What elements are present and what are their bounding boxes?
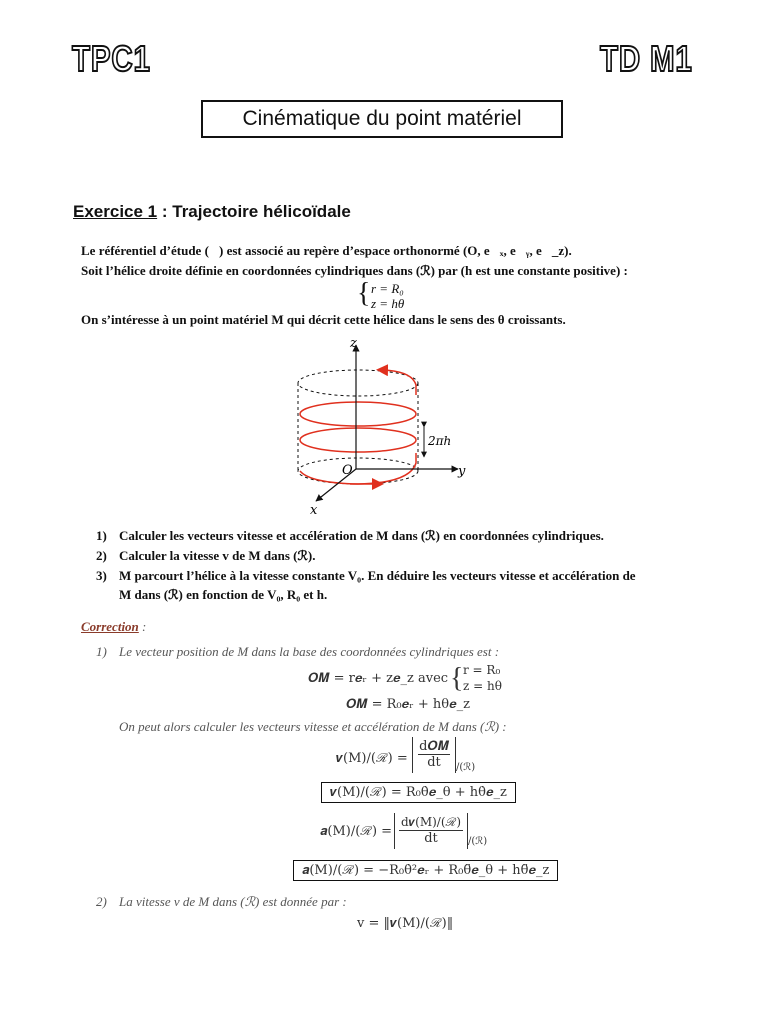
eq-v-bracket — [412, 737, 456, 773]
eq-v-num: d𝑶𝑴 — [419, 739, 449, 754]
exercise-label: Exercice 1 — [73, 202, 158, 221]
header-left: TPC1 — [72, 38, 151, 79]
pitch-label: 2πh — [428, 434, 452, 448]
eq-om-sys-1: r = R₀ — [463, 663, 501, 677]
intro-line-3: On s’intéresse à un point matériel M qui décrit cette hélice dans le sens des θ croissants. — [81, 312, 566, 327]
system-eq-2: z = hθ — [371, 296, 405, 311]
correction-heading — [81, 618, 146, 636]
eq-v-den: dt — [427, 755, 441, 770]
z-label: z — [350, 336, 357, 351]
corr-1-text-2: On peut alors calculer les vecteurs vitesse et accélération de M dans (ℛ) : — [119, 719, 507, 734]
question-1-text: Calculer les vecteurs vitesse et accélération de M dans (ℛ) en coordonnées cylindriques. — [119, 528, 604, 543]
question-2-text: Calculer la vitesse v de M dans (ℛ). — [119, 548, 316, 563]
corr-2-text: La vitesse v de M dans (ℛ) est donnée par : — [119, 894, 347, 909]
y-label: y — [458, 464, 466, 479]
question-2-num: 2) — [96, 548, 107, 563]
eq-a-lhs: 𝒂(M)/(ℛ) = — [320, 824, 393, 839]
intro-line-1: Le référentiel d’étude (ℛ) est associé au repère d’espace orthonormé (O, e⃗ₓ, e⃗ᵧ, e⃗_z). — [81, 243, 572, 258]
eq-v-sub: /(ℛ) — [456, 762, 476, 773]
question-3-text: M parcourt l’hélice à la vitesse constante V₀. En déduire les vecteurs vitesse et accélération de — [119, 568, 636, 583]
question-1-num: 1) — [96, 528, 107, 543]
corr-1-num: 1) — [96, 644, 107, 659]
exercise-sep: : — [157, 202, 173, 221]
eq-om: 𝑶𝑴 = r𝒆ᵣ + z𝒆_z avec — [308, 671, 449, 686]
system-eq-1: r = R₀ — [371, 281, 404, 296]
corr-1-text: Le vecteur position de M dans la base des coordonnées cylindriques est : — [119, 644, 500, 659]
eq-om-sys-2: z = hθ — [463, 679, 502, 693]
correction-colon: : — [138, 619, 147, 634]
eq-a-boxed: 𝒂(M)/(ℛ) = −R₀θ̇²𝒆ᵣ + R₀θ̈𝒆_θ + hθ̈𝒆_z — [293, 860, 558, 881]
eq-v-boxed: 𝒗(M)/(ℛ) = R₀θ̇𝒆_θ + hθ̇𝒆_z — [321, 782, 516, 803]
corr-2-num: 2) — [96, 894, 107, 909]
eq-a-bracket — [394, 813, 468, 849]
eq-om-brace: { — [450, 663, 464, 694]
x-label: x — [310, 503, 318, 518]
origin-label: O — [342, 463, 353, 478]
page-title: Cinématique du point matériel — [201, 100, 563, 138]
correction-title: Correction — [81, 619, 139, 634]
helix-loop-1 — [300, 402, 416, 426]
eq-a-sub: /(ℛ) — [468, 836, 488, 847]
helix-top-arc — [382, 370, 416, 395]
helix-loop-2 — [300, 428, 416, 452]
question-3-num: 3) — [96, 568, 107, 583]
exercise-title: Trajectoire hélicoïdale — [172, 202, 351, 221]
system-brace: { — [357, 278, 371, 309]
header-right: TD M1 — [600, 38, 693, 79]
eq-speed: v = ‖𝒗(M)/(ℛ)‖ — [357, 916, 454, 931]
eq-v-lhs: 𝒗(M)/(ℛ) = — [336, 751, 408, 766]
question-3-cont: M dans (ℛ) en fonction de V₀, R₀ et h. — [119, 587, 328, 602]
eq-a-den: dt — [424, 831, 438, 846]
helix-figure — [290, 333, 470, 518]
exercise-heading — [73, 202, 351, 222]
cylinder-top — [298, 370, 418, 396]
intro-line-2: Soit l’hélice droite définie en coordonnées cylindriques dans (ℛ) par (h est une constante positive) : — [81, 263, 628, 278]
eq-a-num: d𝒗(M)/(ℛ) — [400, 815, 462, 829]
eq-om-2: 𝑶𝑴 = R₀𝒆ᵣ + hθ𝒆_z — [346, 697, 471, 712]
